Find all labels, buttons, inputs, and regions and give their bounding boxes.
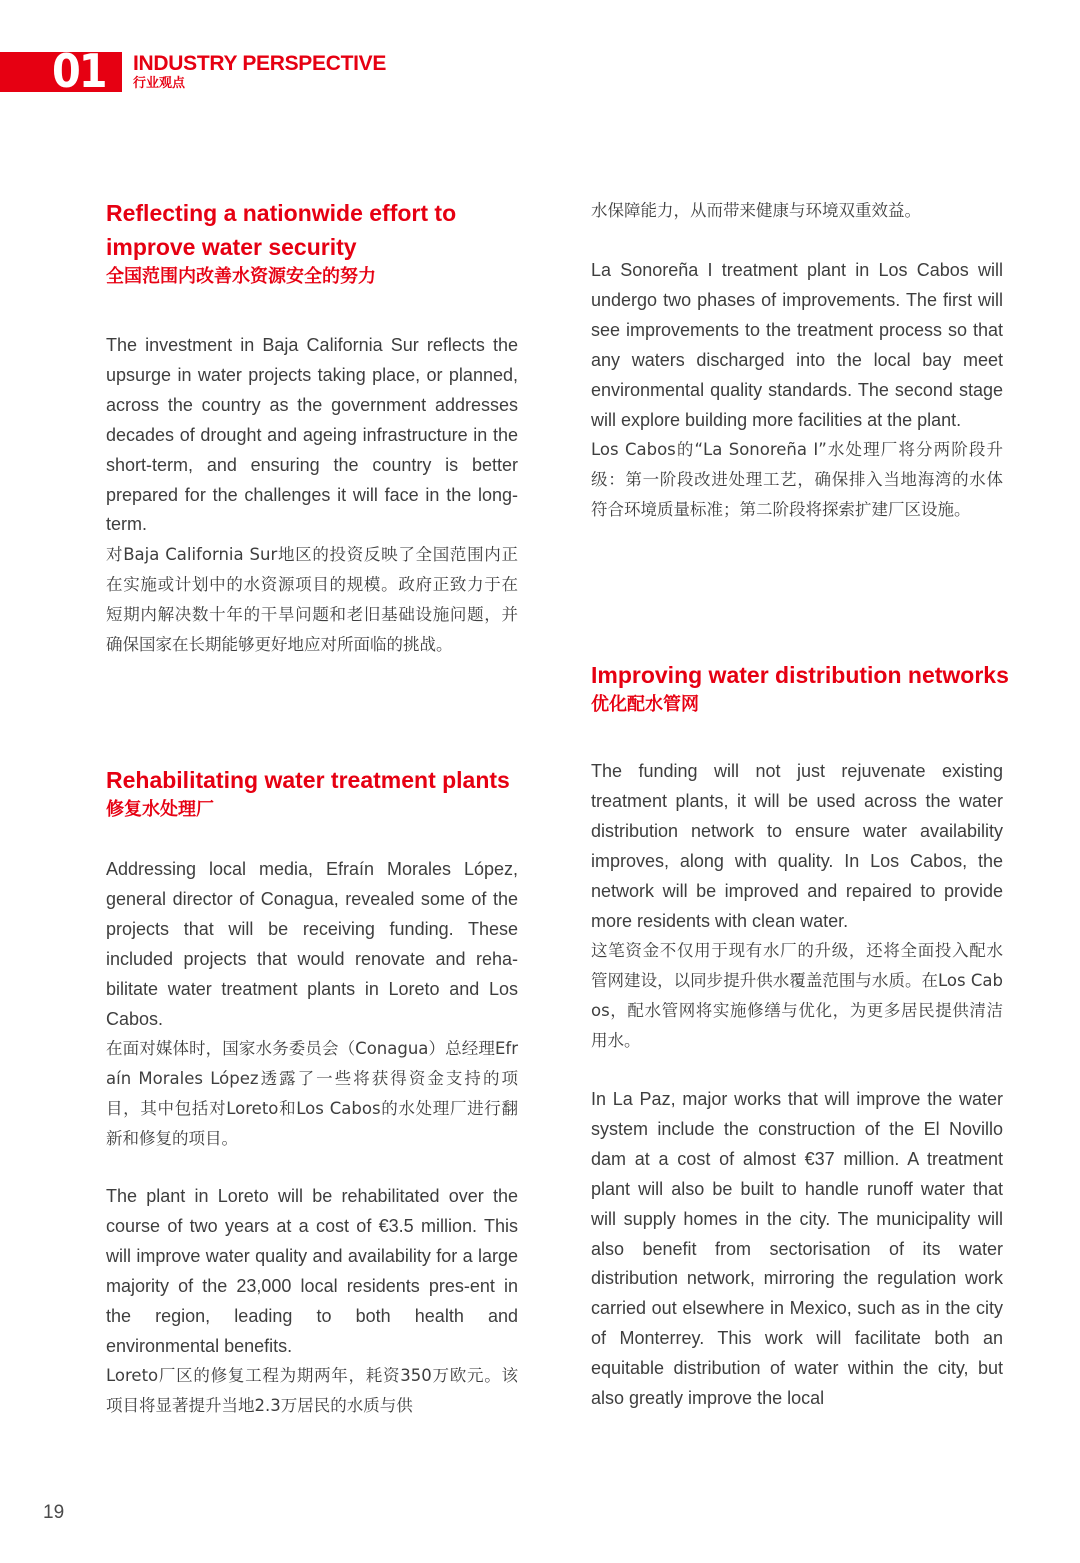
section-number: 01 — [52, 44, 106, 98]
paragraph-loreto — [106, 1182, 518, 1421]
paragraph-investment — [106, 331, 518, 660]
paragraph-en: The investment in Baja California Sur reflects the upsurge in water projects taking place, or planned, across the country as the government addresses decades of drought and ageing infrastructure in the short-term, and ensuring the country is better prepared for the challenges it will face in the long-term. — [106, 335, 518, 535]
section-subtitle: 行业观点 — [133, 76, 186, 91]
paragraph-zh: Los Cabos的“La Sonoreña I”水处理厂将分两阶段升级：第一阶段改进处理工艺，确保排入当地海湾的水体符合环境质量标准；第二阶段将探索扩建厂区设施。 — [591, 440, 1003, 520]
paragraph-zh: 对Baja California Sur地区的投资反映了全国范围内正在实施或计划中的水资源项目的规模。政府正致力于在短期内解决数十年的干旱问题和老旧基础设施问题，并确保国家在长期能够更好地应对所面临的挑战。 — [106, 545, 518, 655]
paragraph-en: La Sonoreña I treatment plant in Los Cabos will undergo two phases of improvements. The first will see improvements to the treatment process so that any waters discharged into the local bay meet environmental quality standards. The second stage will explore building more facilities at the plant. — [591, 260, 1003, 430]
heading-en: Rehabilitating water treatment plants — [106, 767, 510, 793]
section-title: INDUSTRY PERSPECTIVE — [133, 52, 387, 75]
paragraph-en: In La Paz, major works that will improve the water system include the construction of the El Novillo dam at a cost of almost €37 million. A treatment plant will also be built to handle runoff water that will supply homes in the city. The municipality will also benefit from sectorisation of its water distribution network, mirroring the regulation work carried out elsewhere in Mexico, such as in the city of Monterrey. This work will facilitate both an equitable distribution of water within the city, but also greatly improve the local — [591, 1089, 1003, 1409]
paragraph-zh: 水保障能力，从而带来健康与环境双重效益。 — [591, 201, 921, 220]
paragraph-zh: 在面对媒体时，国家水务委员会（Conagua）总经理Efraín Morales López透露了一些将获得资金支持的项目，其中包括对Loreto和Los Cabos的水处理厂进行翻新和修复的项目。 — [106, 1039, 518, 1149]
paragraph-en: Addressing local media, Efraín Morales López, general director of Conagua, revealed some of the projects that will be receiving funding. These included projects that would renovate and reha-bilitate water treatment plants in Loreto and Los Cabos. — [106, 859, 518, 1029]
heading-en: Reflecting a nationwide effort to improve water security — [106, 200, 457, 260]
paragraph-en: The plant in Loreto will be rehabilitated over the course of two years at a cost of €3.5 million. This will improve water quality and availability for a large majority of the 23,000 local residents pres-ent in the region, leading to both health and environmental benefits. — [106, 1186, 518, 1356]
heading-distribution — [591, 658, 1009, 720]
paragraph-conagua — [106, 855, 518, 1154]
paragraph-zh: Loreto厂区的修复工程为期两年，耗资350万欧元。该项目将显著提升当地2.3万居民的水质与供 — [106, 1366, 518, 1416]
heading-en: Improving water distribution networks — [591, 662, 1009, 688]
paragraph-la-sonorena — [591, 256, 1003, 525]
paragraph-la-paz — [591, 1085, 1003, 1414]
paragraph-continued — [591, 196, 1003, 226]
paragraph-zh: 这笔资金不仅用于现有水厂的升级，还将全面投入配水管网建设，以同步提升供水覆盖范围与水质。在Los Cabos，配水管网将实施修缮与优化，为更多居民提供清洁用水。 — [591, 941, 1003, 1051]
heading-water-security — [106, 196, 518, 292]
heading-rehabilitating — [106, 763, 518, 825]
heading-zh: 修复水处理厂 — [106, 799, 214, 820]
heading-zh: 优化配水管网 — [591, 694, 699, 715]
heading-zh: 全国范围内改善水资源安全的努力 — [106, 266, 376, 287]
paragraph-en: The funding will not just rejuvenate existing treatment plants, it will be used across the water distribution network to ensure water availability improves, along with quality. In Los Cabos, the network will be improved and repaired to provide more residents with clean water. — [591, 761, 1003, 931]
page-number: 19 — [43, 1502, 65, 1523]
paragraph-funding — [591, 757, 1003, 1056]
